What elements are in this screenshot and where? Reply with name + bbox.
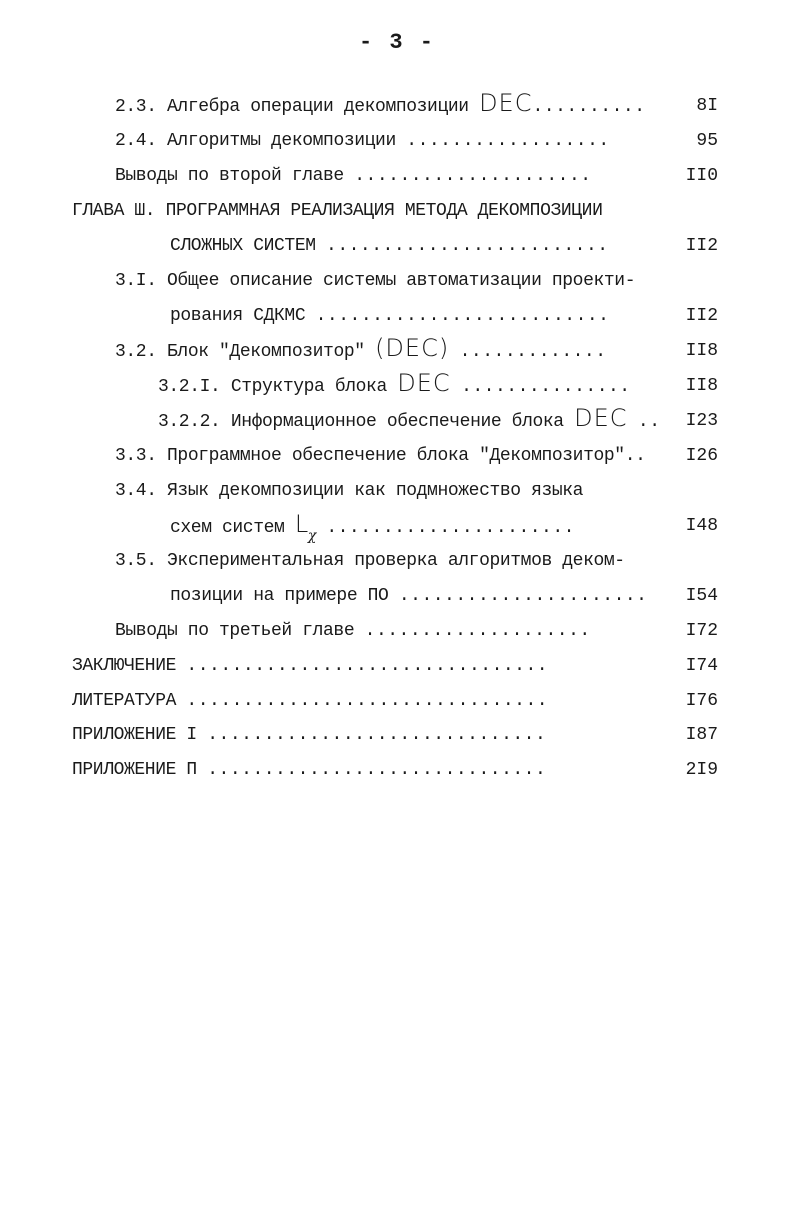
dot-leader: ............... <box>461 377 631 397</box>
entry-title: Алгебра операции декомпозиции <box>167 97 480 117</box>
entry-number: 3.3. <box>115 446 157 466</box>
entry-title: СЛОЖНЫХ СИСТЕМ <box>170 236 327 256</box>
entry-number: 2.3. <box>115 97 157 117</box>
toc-entry-3-5-cont <box>170 585 647 607</box>
entry-title: Выводы по третьей главе <box>115 621 365 641</box>
page-ref: 2I9 <box>685 760 718 780</box>
entry-title: Экспериментальная проверка алгоритмов деком- <box>167 551 625 571</box>
toc-entry-conclusions-2 <box>115 165 592 187</box>
page-ref: I74 <box>685 656 718 676</box>
toc-entry-3-3 <box>115 445 646 467</box>
dot-leader: .................. <box>406 131 610 151</box>
page-ref: I23 <box>685 411 718 431</box>
toc-chapter-3-title <box>72 200 603 222</box>
language-subscript: χ <box>307 528 316 544</box>
page-number: - 3 - <box>358 30 435 55</box>
dot-leader: ...................... <box>326 518 575 538</box>
dot-leader: .............................. <box>207 760 547 780</box>
entry-number: 2.4. <box>115 131 157 151</box>
entry-title: Структура блока <box>230 377 398 397</box>
entry-title: ПРИЛОЖЕНИЕ I <box>72 725 208 745</box>
toc-entry-conclusion <box>72 655 548 677</box>
dec-handwritten: (DEC) <box>375 334 450 362</box>
page-ref: II8 <box>685 341 718 361</box>
dot-leader: ..................... <box>354 166 592 186</box>
entry-number: 3.2.I. <box>158 377 221 397</box>
dec-handwritten: DEC <box>397 369 451 397</box>
dot-leader: .................... <box>364 621 591 641</box>
entry-title: ЛИТЕРАТУРА <box>72 691 187 711</box>
entry-number: 3.4. <box>115 481 157 501</box>
toc-entry-literature <box>72 690 548 712</box>
entry-title: Алгоритмы декомпозиции <box>167 131 407 151</box>
toc-entry-3-1 <box>115 270 635 292</box>
toc-chapter-3-title-cont <box>170 235 609 257</box>
toc-entry-3-1-cont <box>170 305 609 327</box>
page-ref: 95 <box>696 131 718 151</box>
dot-leader: .............................. <box>207 725 547 745</box>
toc-entry-3-4-cont <box>170 510 575 547</box>
page-ref: II2 <box>685 306 718 326</box>
dot-leader: ............. <box>459 342 607 362</box>
dot-leader: .. <box>637 412 661 432</box>
language-symbol: L <box>294 510 308 538</box>
entry-number: 3.2.2. <box>158 412 221 432</box>
toc-entry-3-5 <box>115 550 625 572</box>
entry-title: Выводы по второй главе <box>115 166 355 186</box>
toc-entry-conclusions-3 <box>115 620 591 642</box>
entry-title: Информационное обеспечение блока <box>230 412 575 432</box>
dot-leader: ................................ <box>186 656 549 676</box>
dot-leader: .......................... <box>315 306 610 326</box>
entry-number: 3.5. <box>115 551 157 571</box>
page-ref: II8 <box>685 376 718 396</box>
dec-handwritten: DEC <box>479 89 533 117</box>
dot-leader: ...................... <box>398 586 648 606</box>
dot-leader: ................................ <box>186 691 549 711</box>
page-ref: I54 <box>685 586 718 606</box>
toc-entry-appendix-1 <box>72 724 546 746</box>
toc-entry-3-2 <box>115 334 607 363</box>
page-ref: I48 <box>685 516 718 536</box>
page-ref: II0 <box>685 166 718 186</box>
entry-number: 3.I. <box>115 271 157 291</box>
dot-leader: .......... <box>532 97 646 117</box>
entry-title: рования СДКМС <box>170 306 316 326</box>
entry-number: 3.2. <box>115 342 157 362</box>
entry-title: ПРИЛОЖЕНИЕ П <box>72 760 208 780</box>
page-ref: I87 <box>685 725 718 745</box>
toc-entry-2-3 <box>115 89 646 118</box>
page-ref: I26 <box>685 446 718 466</box>
toc-entry-appendix-2 <box>72 759 546 781</box>
entry-title: позиции на примере ПО <box>170 586 399 606</box>
entry-title: Язык декомпозиции как подмножество языка <box>167 481 584 501</box>
page-ref: 8I <box>696 96 718 116</box>
toc-entry-3-2-1 <box>158 369 631 398</box>
entry-title: Программное обеспечение блока "Декомпозитор".. <box>167 446 646 466</box>
page-ref: I76 <box>685 691 718 711</box>
entry-title: ГЛАВА Ш. ПРОГРАММНАЯ РЕАЛИЗАЦИЯ МЕТОДА ДЕКОМПОЗИЦИИ <box>72 201 603 221</box>
page-ref: II2 <box>685 236 718 256</box>
dec-handwritten: DEC <box>574 404 628 432</box>
toc-entry-3-4 <box>115 480 583 502</box>
page-ref: I72 <box>685 621 718 641</box>
toc-entry-3-2-2 <box>158 404 661 433</box>
entry-title: ЗАКЛЮЧЕНИЕ <box>72 656 187 676</box>
entry-title: схем систем <box>170 518 295 538</box>
entry-title: Блок "Декомпозитор" <box>167 342 376 362</box>
toc-entry-2-4 <box>115 130 610 152</box>
dot-leader: ......................... <box>326 236 609 256</box>
entry-title: Общее описание системы автоматизации проекти- <box>167 271 636 291</box>
